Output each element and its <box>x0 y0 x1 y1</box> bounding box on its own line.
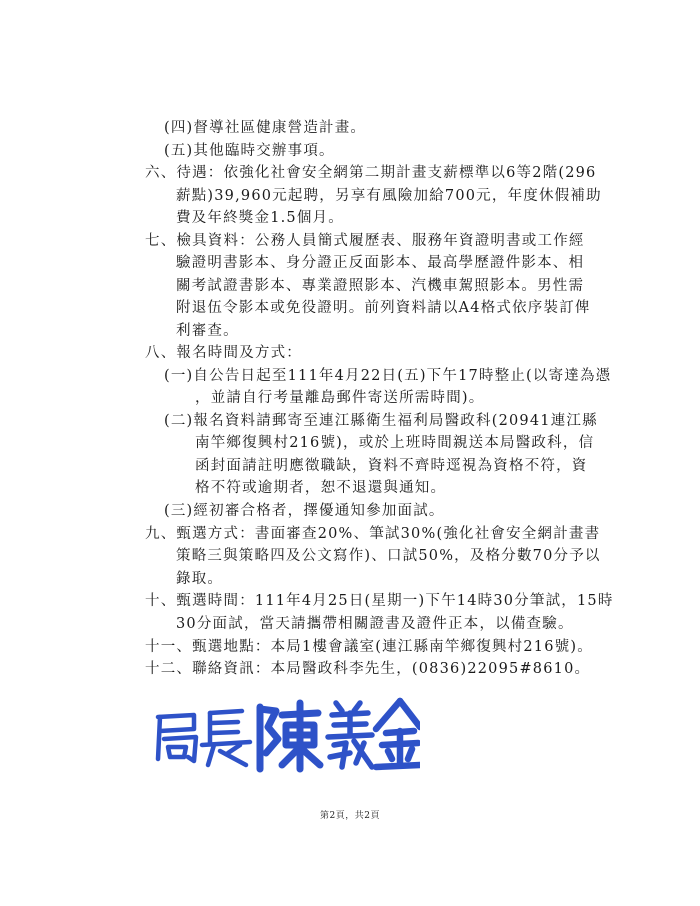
duty-item-4: (四)督導社區健康營造計畫。 <box>164 120 367 136</box>
section-11: 十一、甄選地點：本局1樓會議室(連江縣南竿鄉復興村216號)。 <box>145 639 593 655</box>
page-number: 第2頁，共2頁 <box>320 811 380 821</box>
section-6-line-3: 費及年終獎金1.5個月。 <box>176 210 344 226</box>
section-9-line-3: 錄取。 <box>176 571 224 587</box>
section-9-line-1: 九、甄選方式：書面審查20%、筆試30%(強化社會安全網計畫書 <box>145 526 601 542</box>
section-12: 十二、聯絡資訊：本局醫政科李先生，(0836)22095#8610。 <box>145 661 591 677</box>
section-9-line-2: 策略三與策略四及公文寫作)、口試50%，及格分數70分予以 <box>176 548 601 564</box>
director-signature-stamp <box>150 695 420 775</box>
section-8-item-2-line-2: 南竿鄉復興村216號)，或於上班時間親送本局醫政科，信 <box>195 435 595 451</box>
section-8-item-3: (三)經初審合格者，擇優通知參加面試。 <box>164 503 445 519</box>
section-10-line-1: 十、甄選時間：111年4月25日(星期一)下午14時30分筆試，15時 <box>145 593 614 609</box>
section-6-line-2: 薪點)39,960元起聘，另享有風險加給700元，年度休假補助 <box>176 188 602 204</box>
section-7-line-2: 驗證明書影本、身分證正反面影本、最高學歷證件影本、相 <box>176 255 585 271</box>
section-8-item-1-line-1: (一)自公告日起至111年4月22日(五)下午17時整止(以寄達為憑 <box>164 368 612 384</box>
duty-item-5: (五)其他臨時交辦事項。 <box>164 143 335 159</box>
section-8-item-2-line-3: 函封面請註明應徵職缺，資料不齊時逕視為資格不符，資 <box>195 458 588 474</box>
section-8-item-2-line-4: 格不符或逾期者，恕不退還與通知。 <box>195 480 447 496</box>
section-7-line-4: 附退伍令影本或免役證明。前列資料請以A4格式依序裝訂俾 <box>176 300 591 316</box>
section-7-line-3: 關考試證書影本、專業證照影本、汽機車駕照影本。男性需 <box>176 278 585 294</box>
section-8-heading: 八、報名時間及方式： <box>145 345 302 361</box>
section-8-item-2-line-1: (二)報名資料請郵寄至連江縣衛生福利局醫政科(20941連江縣 <box>164 413 598 429</box>
section-6-line-1: 六、待遇：依強化社會安全網第二期計畫支薪標準以6等2階(296 <box>145 165 597 181</box>
section-7-line-5: 利審查。 <box>176 323 239 339</box>
section-8-item-1-line-2: ，並請自行考量離島郵件寄送所需時間)。 <box>195 390 485 406</box>
section-7-line-1: 七、檢具資料：公務人員簡式履歷表、服務年資證明書或工作經 <box>145 233 585 249</box>
section-10-line-2: 30分面試，當天請攜帶相關證書及證件正本，以備查驗。 <box>176 616 574 632</box>
